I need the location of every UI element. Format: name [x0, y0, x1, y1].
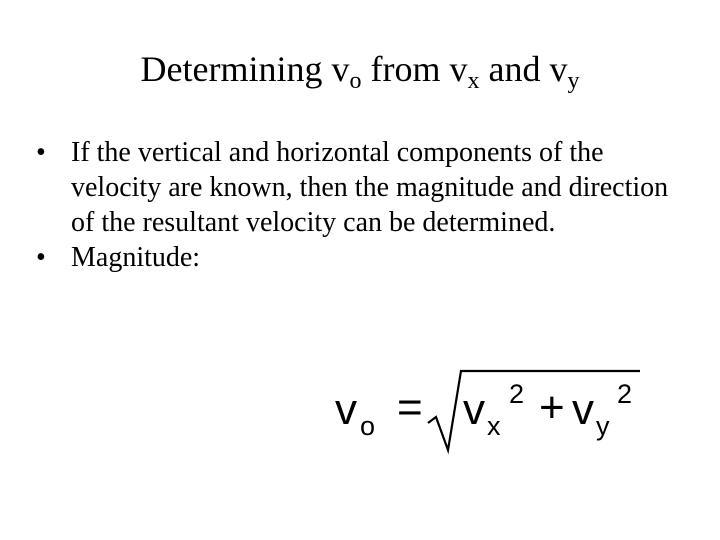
title-text-3: and v	[479, 49, 568, 89]
title-text-1: Determining v	[140, 49, 350, 89]
bullet-item-magnitude	[36, 240, 696, 275]
formula-term2-v: v	[572, 385, 594, 434]
formula-term2-subscript: y	[596, 411, 610, 441]
formula-term1-exponent: 2	[509, 379, 525, 409]
formula-plus: +	[539, 383, 565, 432]
bullet-text-components: If the vertical and horizontal components of the velocity are known, then the magnitude and direction of the resultant velocity can be determined.	[71, 137, 669, 238]
bullet-marker: •	[36, 137, 46, 168]
formula-term1-subscript: x	[487, 411, 501, 441]
formula-lhs-v: v	[335, 385, 357, 434]
magnitude-formula	[335, 368, 645, 460]
title-subscript-x: x	[467, 68, 480, 94]
slide-title	[0, 47, 720, 94]
bullet-text-magnitude: Magnitude:	[71, 242, 201, 273]
title-text-2: from v	[361, 49, 468, 89]
title-subscript-y: y	[567, 68, 580, 94]
formula-term1-v: v	[463, 385, 485, 434]
formula-lhs-subscript: o	[360, 411, 376, 441]
bullet-list	[36, 135, 696, 275]
bullet-marker: •	[36, 242, 46, 273]
formula-term2-exponent: 2	[617, 379, 633, 409]
bullet-item-components	[36, 135, 696, 240]
title-subscript-o: o	[349, 68, 362, 94]
formula-equals: =	[397, 383, 423, 432]
